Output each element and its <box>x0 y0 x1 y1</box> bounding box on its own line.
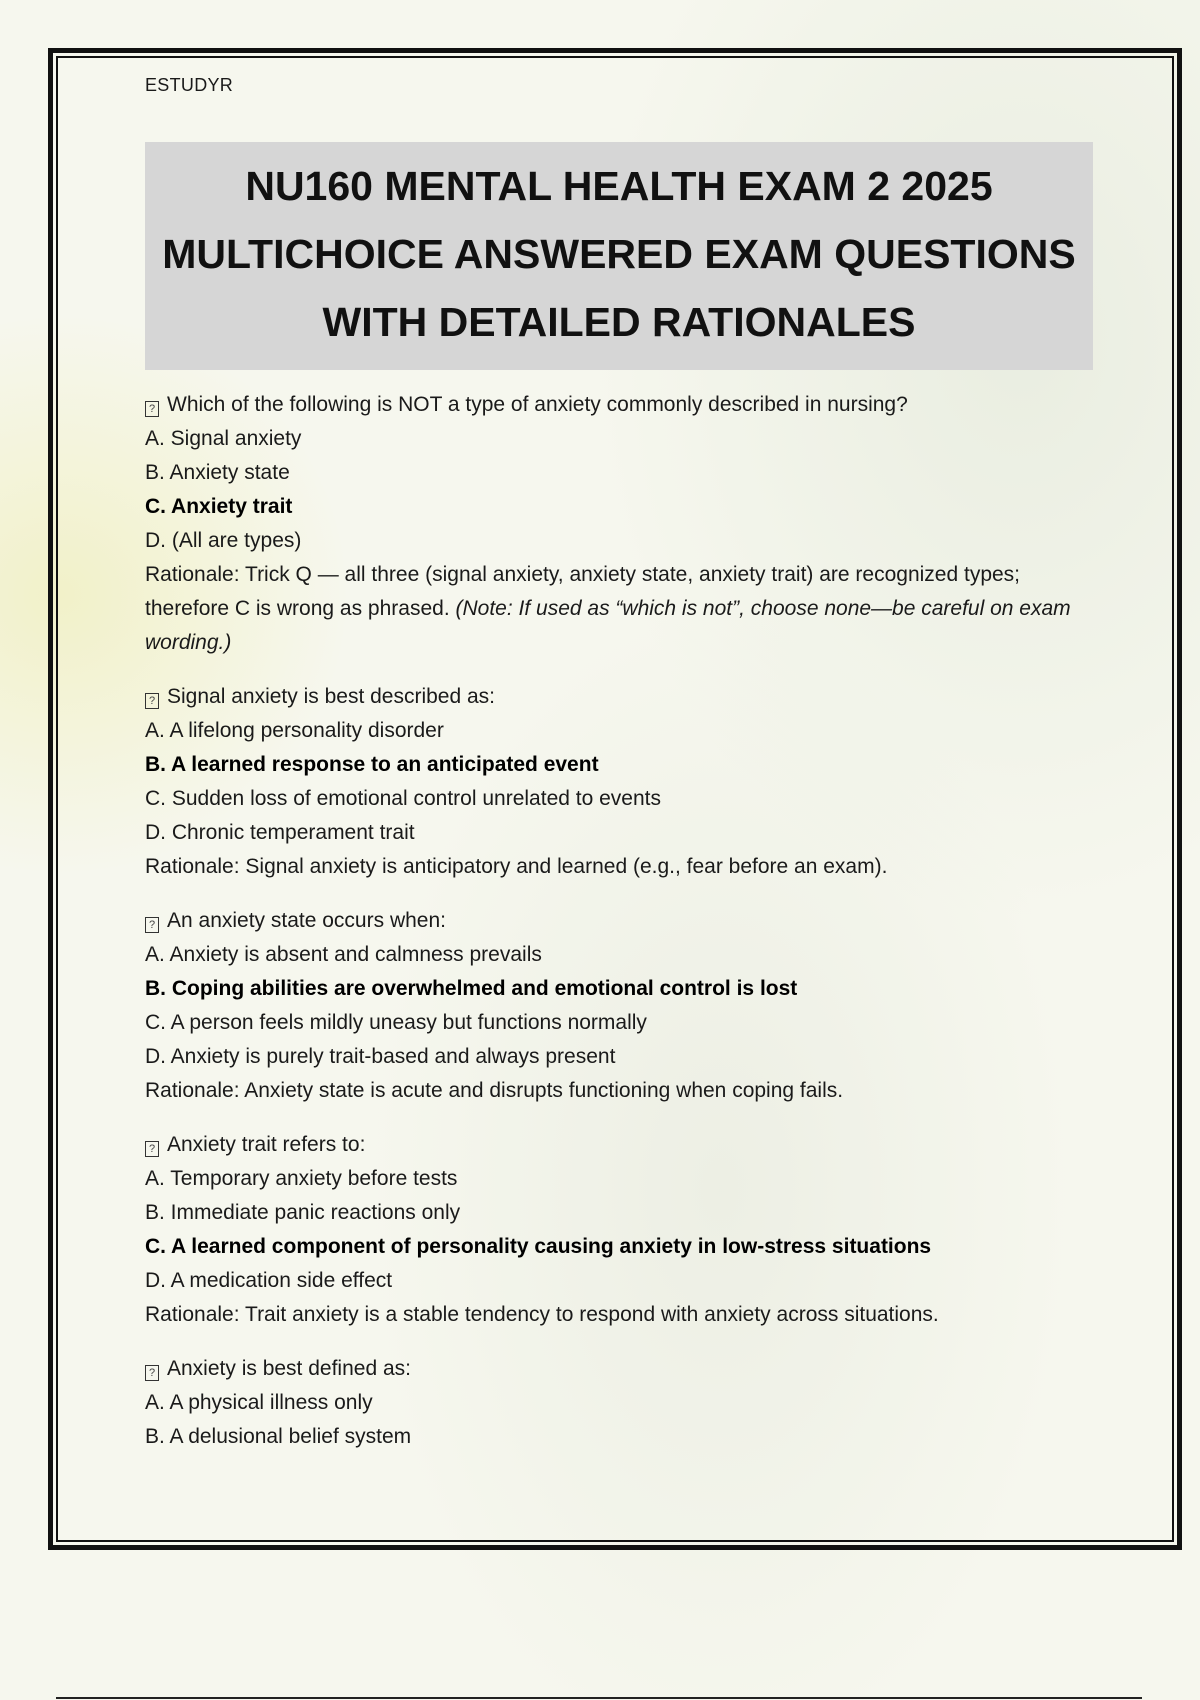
rationale <box>145 1298 1093 1332</box>
answer-option: C. A person feels mildly uneasy but functions normally <box>145 1011 647 1034</box>
correct-answer-option: C. Anxiety trait <box>145 495 293 518</box>
correct-answer-option: B. Coping abilities are overwhelmed and emotional control is lost <box>145 977 798 1000</box>
answer-option: A. Signal anxiety <box>145 427 302 450</box>
question-text: Which of the following is NOT a type of anxiety commonly described in nursing? <box>167 393 908 416</box>
question-block <box>145 680 1093 884</box>
question-stem <box>145 680 1093 714</box>
question-block <box>145 1352 1093 1454</box>
rationale-text: Rationale: Trick Q — all three (signal anxiety, anxiety state, anxiety trait) are recognized types; therefore C is wrong as phrased. <box>145 563 1021 620</box>
answer-option: A. Temporary anxiety before tests <box>145 1167 458 1190</box>
answer-option: B. Immediate panic reactions only <box>145 1201 461 1224</box>
rationale <box>145 558 1093 660</box>
answer-option: B. Anxiety state <box>145 461 290 484</box>
rationale-note: (Note: If used as “which is not”, choose none—be careful on exam wording.) <box>145 597 1071 654</box>
title-line: WITH DETAILED RATIONALES <box>322 299 916 345</box>
answer-option: B. A delusional belief system <box>145 1425 412 1448</box>
title-banner <box>145 142 1093 370</box>
rationale-text: Rationale: Trait anxiety is a stable tendency to respond with anxiety across situations. <box>145 1303 939 1326</box>
answer-option: D. (All are types) <box>145 529 302 552</box>
question-stem <box>145 904 1093 938</box>
question-stem <box>145 1128 1093 1162</box>
question-block <box>145 904 1093 1108</box>
rationale <box>145 850 1093 884</box>
correct-answer-option: C. A learned component of personality causing anxiety in low-stress situations <box>145 1235 932 1258</box>
brand-label: ESTUDYR <box>145 75 234 95</box>
missing-glyph-box-icon: ? <box>145 693 159 709</box>
title-line: MULTICHOICE ANSWERED EXAM QUESTIONS <box>162 231 1076 277</box>
question-text: Anxiety is best defined as: <box>167 1357 411 1380</box>
missing-glyph-box-icon: ? <box>145 917 159 933</box>
correct-answer-option: B. A learned response to an anticipated event <box>145 753 599 776</box>
answer-option: D. A medication side effect <box>145 1269 393 1292</box>
question-list <box>145 388 1093 1454</box>
question-text: Anxiety trait refers to: <box>167 1133 366 1156</box>
missing-glyph-box-icon: ? <box>145 1365 159 1381</box>
answer-option: C. Sudden loss of emotional control unrelated to events <box>145 787 661 810</box>
footer-divider <box>56 1697 1142 1699</box>
rationale <box>145 1074 1093 1108</box>
answer-option: A. A physical illness only <box>145 1391 373 1414</box>
question-block <box>145 388 1093 660</box>
rationale-text: Rationale: Anxiety state is acute and disrupts functioning when coping fails. <box>145 1079 844 1102</box>
missing-glyph-box-icon: ? <box>145 401 159 417</box>
question-stem <box>145 1352 1093 1386</box>
answer-option: D. Anxiety is purely trait-based and always present <box>145 1045 616 1068</box>
answer-option: D. Chronic temperament trait <box>145 821 415 844</box>
document-content <box>145 72 1093 1474</box>
answer-option: A. Anxiety is absent and calmness prevails <box>145 943 542 966</box>
rationale-text: Rationale: Signal anxiety is anticipatory and learned (e.g., fear before an exam). <box>145 855 888 878</box>
question-text: Signal anxiety is best described as: <box>167 685 496 708</box>
question-text: An anxiety state occurs when: <box>167 909 446 932</box>
title-line: NU160 MENTAL HEALTH EXAM 2 2025 <box>245 163 993 209</box>
missing-glyph-box-icon: ? <box>145 1141 159 1157</box>
answer-option: A. A lifelong personality disorder <box>145 719 444 742</box>
question-stem <box>145 388 1093 422</box>
question-block <box>145 1128 1093 1332</box>
